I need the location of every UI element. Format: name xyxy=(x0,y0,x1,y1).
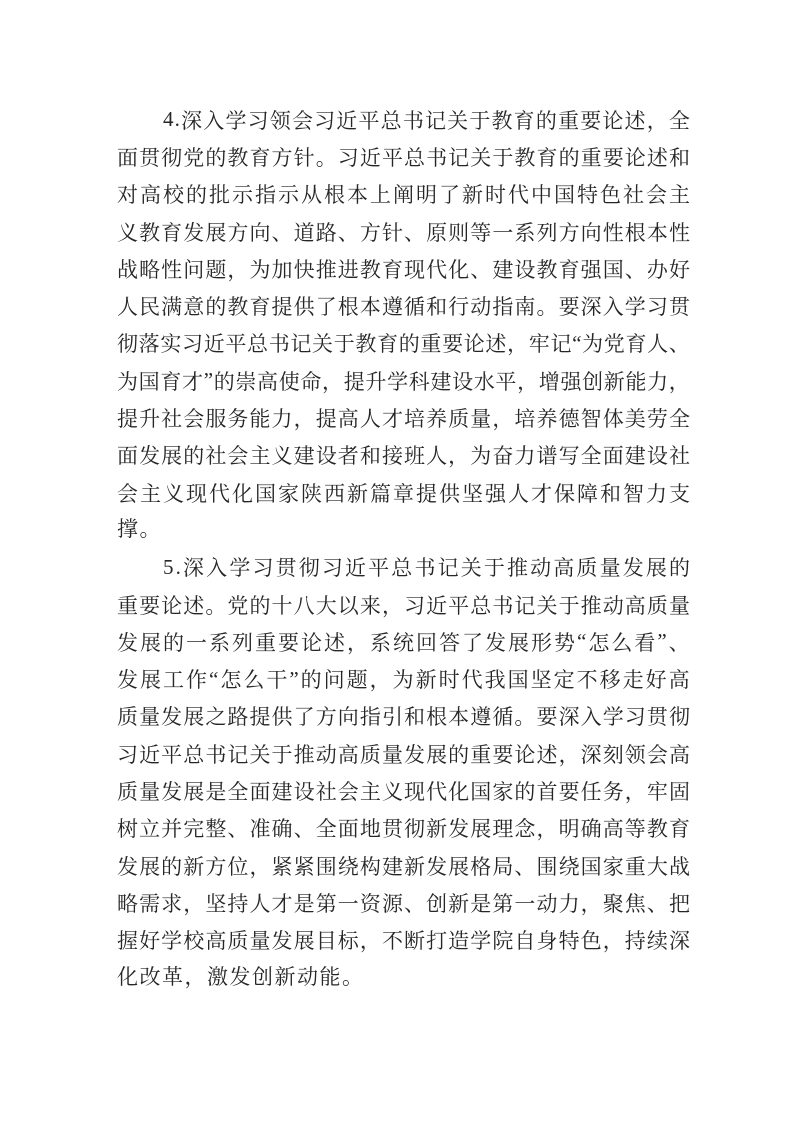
text-line-p5-9: 发 展 的 新 方 位 ， 紧 紧 围 绕 构 建 新 发 展 格 局 、 围 绕 国 家 重 大 战 xyxy=(117,854,690,879)
text-line-p5-8: 树 立 并 完 整 、 准 确 、 全 面 地 贯 彻 新 发 展 理 念 ， 明 确 高 等 教 育 xyxy=(117,817,690,842)
text-line-p5-3: 发 展 的 一 系 列 重 要 论 述 ， 系 统 回 答 了 发 展 形 势 “ 怎 么 看 ” 、 xyxy=(117,629,690,655)
text-line-p4-10: 面 发 展 的 社 会 主 义 建 设 者 和 接 班 人 ， 为 奋 力 谱 写 全 面 建 设 社 xyxy=(117,444,690,469)
text-line-p5-6: 习 近 平 总 书 记 关 于 推 动 高 质 量 发 展 的 重 要 论 述 ， 深 刻 领 会 高 xyxy=(117,742,690,767)
text-line-p4-1: 4 . 深 入 学 习 领 会 习 近 平 总 书 记 关 于 教 育 的 重 要 论 述 ， 全 xyxy=(163,107,690,133)
text-line-p4-8: 为 国 育 才 ” 的 崇 高 使 命 ， 提 升 学 科 建 设 水 平 ， 增 强 创 新 能 力 ， xyxy=(117,368,690,394)
text-line-p5-4: 发 展 工 作 “ 怎 么 干 ” 的 问 题 ， 为 新 时 代 我 国 坚 定 不 移 走 好 高 xyxy=(117,666,690,693)
text-line-p4-9: 提 升 社 会 服 务 能 力 ， 提 高 人 才 培 养 质 量 ， 培 养 德 智 体 美 劳 全 xyxy=(117,407,690,432)
text-line-p4-2: 面 贯 彻 党 的 教 育 方 针 。 习 近 平 总 书 记 关 于 教 育 的 重 要 论 述 和 xyxy=(117,145,690,170)
text-line-p5-7: 质 量 发 展 是 全 面 建 设 社 会 主 义 现 代 化 国 家 的 首 要 任 务 ， 牢 固 xyxy=(117,779,690,804)
text-line-p5-2: 重 要 论 述 。 党 的 十 八 大 以 来 ， 习 近 平 总 书 记 关 于 推 动 高 质 量 xyxy=(117,593,690,618)
text-line-p5-1: 5 . 深 入 学 习 贯 彻 习 近 平 总 书 记 关 于 推 动 高 质 量 发 展 的 xyxy=(163,554,690,581)
text-line-p4-12: 撑。 xyxy=(117,517,162,542)
text-line-p4-7: 彻 落 实 习 近 平 总 书 记 关 于 教 育 的 重 要 论 述 ， 牢 记 “ 为 党 育 人 、 xyxy=(117,330,690,357)
text-line-p4-11: 会 主 义 现 代 化 国 家 陕 西 新 篇 章 提 供 坚 强 人 才 保 障 和 智 力 支 xyxy=(117,481,690,506)
text-line-p4-3: 对 高 校 的 批 示 指 示 从 根 本 上 阐 明 了 新 时 代 中 国 特 色 社 会 主 xyxy=(117,183,690,208)
text-block xyxy=(117,101,690,996)
text-line-p4-6: 人 民 满 意 的 教 育 提 供 了 根 本 遵 循 和 行 动 指 南 。 要 深 入 学 习 贯 xyxy=(117,295,690,320)
text-line-p4-4: 义 教 育 发 展 方 向 、 道 路 、 方 针 、 原 则 等 一 系 列 方 向 性 根 本 性 xyxy=(117,220,690,245)
text-line-p5-5: 质 量 发 展 之 路 提 供 了 方 向 指 引 和 根 本 遵 循 。 要 深 入 学 习 贯 彻 xyxy=(117,705,690,730)
text-line-p5-12: 化改革，激发创新动能。 xyxy=(117,964,365,989)
text-line-p4-5: 战 略 性 问 题 ， 为 加 快 推 进 教 育 现 代 化 、 建 设 教 育 强 国 、 办 好 xyxy=(117,257,690,282)
text-line-p5-11: 握 好 学 校 高 质 量 发 展 目 标 ， 不 断 打 造 学 院 自 身 特 色 ， 持 续 深 xyxy=(117,929,690,954)
text-line-p5-10: 略 需 求 ， 坚 持 人 才 是 第 一 资 源 、 创 新 是 第 一 动 力 ， 聚 焦 、 把 xyxy=(117,891,690,916)
